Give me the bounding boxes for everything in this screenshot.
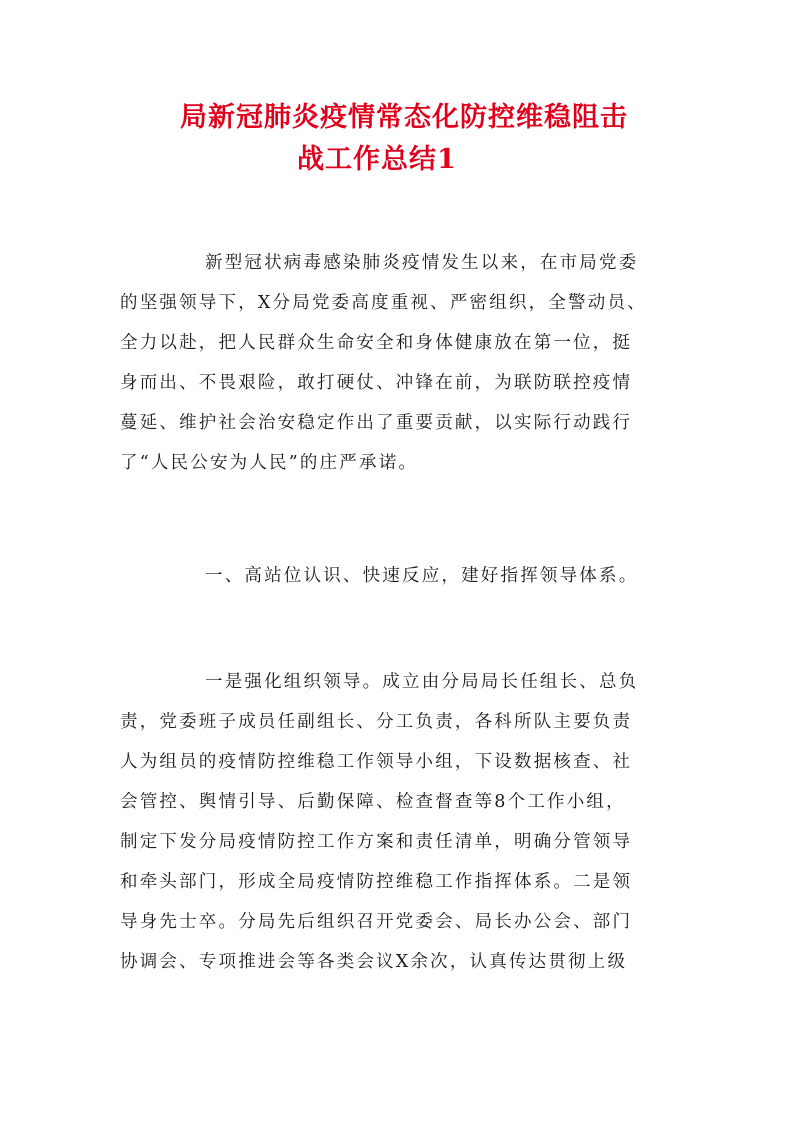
paragraph-2-line: 人为组员的疫情防控维稳工作领导小组，下设数据核查、社 <box>120 752 633 772</box>
document-title-line-1: 局新冠肺炎疫情常态化防控维稳阻击 <box>180 102 628 133</box>
document-title-line-2: 战工作总结1 <box>297 144 457 175</box>
paragraph-2-line: 和牵头部门，形成全局疫情防控维稳工作指挥体系。二是领 <box>120 872 633 892</box>
paragraph-2-line: 导身先士卒。分局先后组织召开党委会、局长办公会、部门 <box>120 912 633 932</box>
paragraph-1-line: 了“人民公安为人民”的庄严承诺。 <box>120 453 419 473</box>
paragraph-2-line: 一是强化组织领导。成立由分局局长任组长、总负 <box>205 672 639 692</box>
paragraph-2-line: 协调会、专项推进会等各类会议X余次，认真传达贯彻上级 <box>120 952 628 972</box>
paragraph-2-line: 制定下发分局疫情防控工作方案和责任清单，明确分管领导 <box>120 832 633 852</box>
section-heading-1: 一、高站位认识、快速反应，建好指挥领导体系。 <box>205 566 639 586</box>
paragraph-1-line: 新型冠状病毒感染肺炎疫情发生以来，在市局党委 <box>205 253 639 273</box>
paragraph-1-line: 全力以赴，把人民群众生命安全和身体健康放在第一位，挺 <box>120 333 633 353</box>
paragraph-2-line: 责，党委班子成员任副组长、分工负责，各科所队主要负责 <box>120 712 633 732</box>
paragraph-2-line: 会管控、舆情引导、后勤保障、检查督查等8个工作小组， <box>120 792 626 812</box>
paragraph-1-line: 身而出、不畏艰险，敢打硬仗、冲锋在前，为联防联控疫情 <box>120 373 633 393</box>
paragraph-1-line: 蔓延、维护社会治安稳定作出了重要贡献，以实际行动践行 <box>120 413 633 433</box>
paragraph-1-line: 的坚强领导下，X分局党委高度重视、严密组织，全警动员、 <box>120 293 647 313</box>
